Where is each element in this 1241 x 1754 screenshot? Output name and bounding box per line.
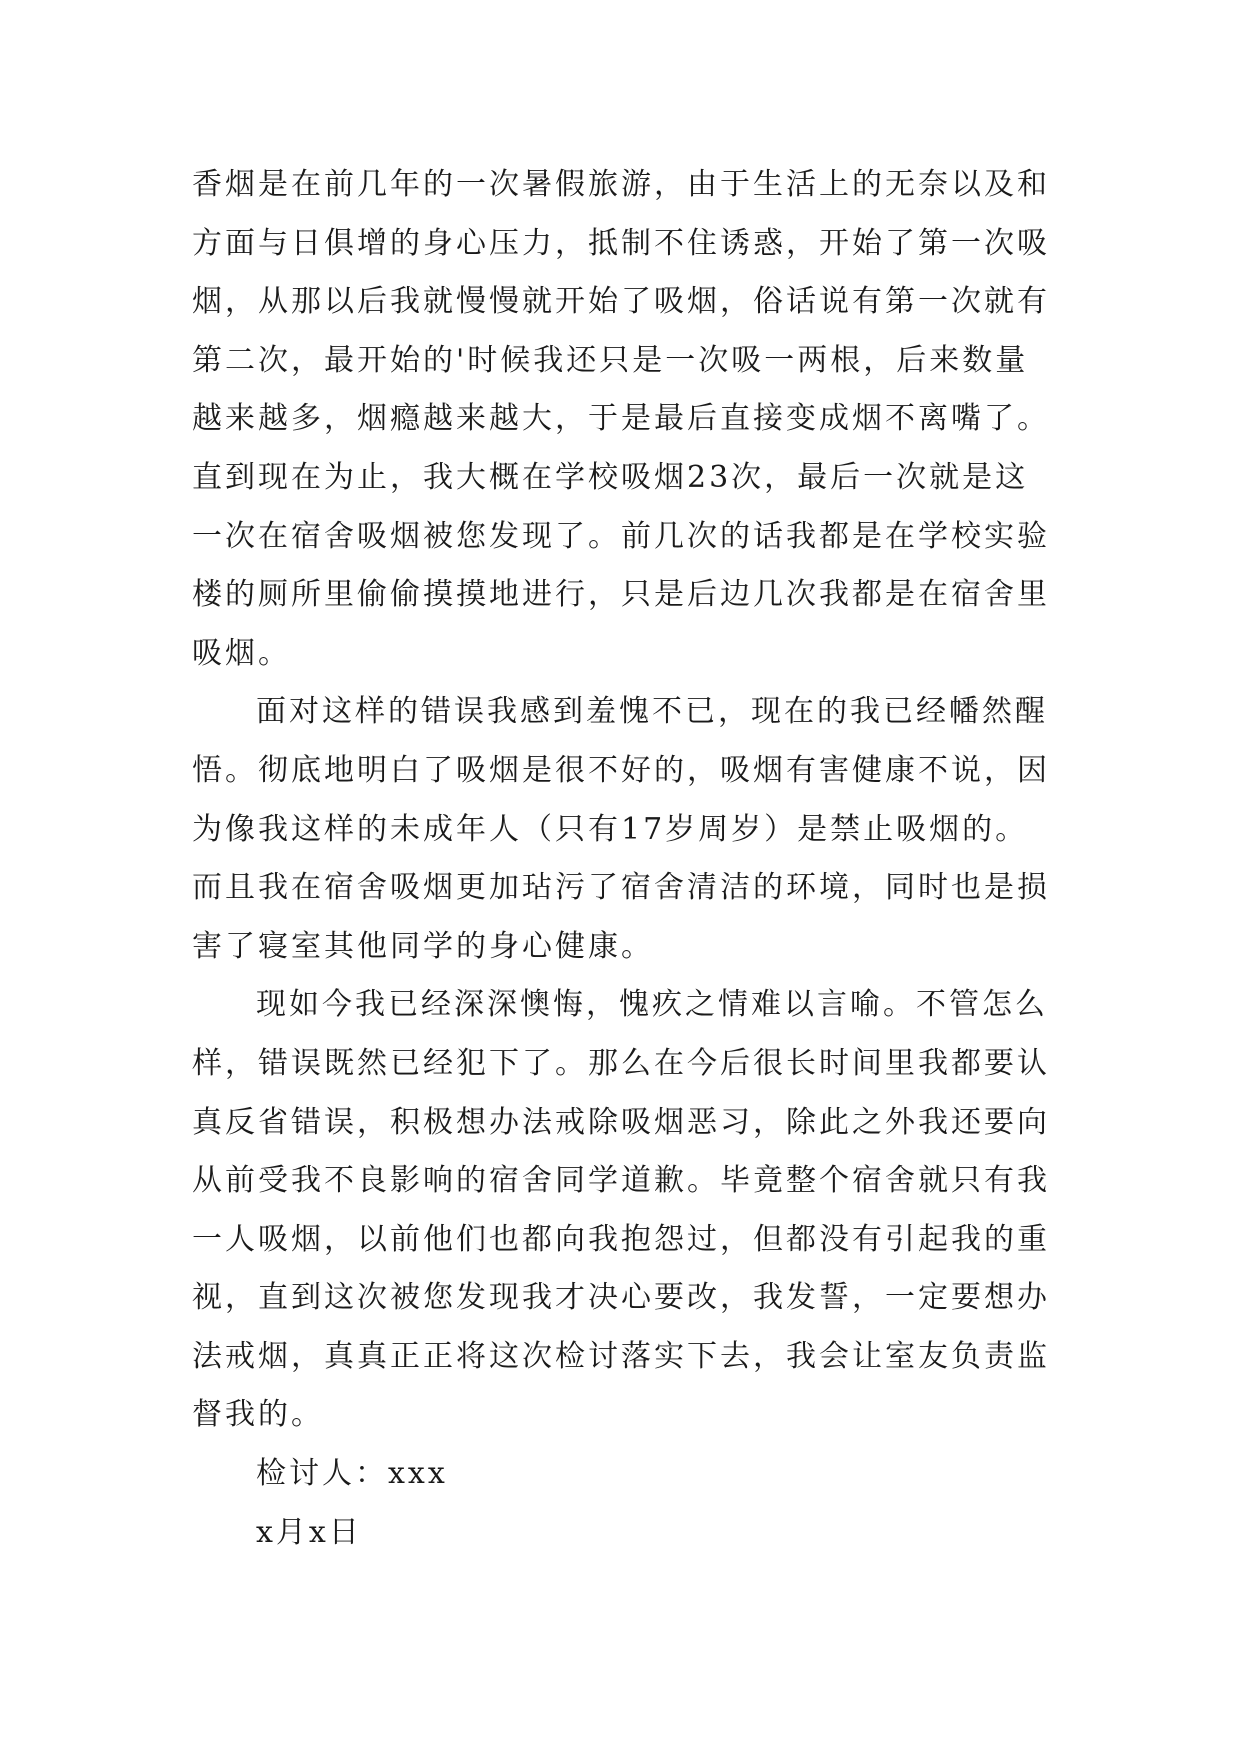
text-line: 香烟是在前几年的一次暑假旅游，由于生活上的无奈以及和	[192, 167, 1050, 202]
text-line: 烟，从那以后我就慢慢就开始了吸烟，俗话说有第一次就有	[192, 284, 1050, 320]
text-line: 法戒烟，真真正正将这次检讨落实下去，我会让室友负责监	[192, 1338, 1050, 1374]
text-line: 越来越多，烟瘾越来越大，于是最后直接变成烟不离嘴了。	[192, 401, 1050, 437]
text-line: 一次在宿舍吸烟被您发现了。前几次的话我都是在学校实验	[192, 518, 1050, 554]
signature-line: 检讨人：xxx	[256, 1456, 448, 1492]
text-line: 吸烟。	[192, 635, 291, 671]
text-line: 从前受我不良影响的宿舍同学道歉。毕竟整个宿舍就只有我	[192, 1163, 1050, 1199]
text-line: 害了寝室其他同学的身心健康。	[192, 928, 654, 964]
text-line: 视，直到这次被您发现我才决心要改，我发誓，一定要想办	[192, 1280, 1050, 1316]
text-line: 一人吸烟，以前他们也都向我抱怨过，但都没有引起我的重	[192, 1221, 1050, 1257]
text-line: 直到现在为止，我大概在学校吸烟23次，最后一次就是这	[192, 459, 1029, 495]
date-line: x月x日	[256, 1514, 362, 1550]
paragraph-start-line: 现如今我已经深深懊悔，愧疚之情难以言喻。不管怎么	[256, 987, 1048, 1023]
text-line: 方面与日俱增的身心压力，抵制不住诱惑，开始了第一次吸	[192, 225, 1050, 261]
text-line: 悟。彻底地明白了吸烟是很不好的，吸烟有害健康不说，因	[192, 752, 1050, 788]
text-line: 楼的厕所里偷偷摸摸地进行，只是后边几次我都是在宿舍里	[192, 577, 1050, 613]
text-line: 第二次，最开始的'时候我还只是一次吸一两根，后来数量	[192, 342, 1029, 378]
text-line: 而且我在宿舍吸烟更加玷污了宿舍清洁的环境，同时也是损	[192, 870, 1050, 906]
text-line: 为像我这样的未成年人（只有17岁周岁）是禁止吸烟的。	[192, 811, 1029, 847]
document-body	[192, 156, 1072, 1562]
text-line: 督我的。	[192, 1397, 324, 1433]
text-line: 真反省错误，积极想办法戒除吸烟恶习，除此之外我还要向	[192, 1104, 1050, 1140]
paragraph-start-line: 面对这样的错误我感到羞愧不已，现在的我已经幡然醒	[256, 694, 1048, 730]
text-line: 样，错误既然已经犯下了。那么在今后很长时间里我都要认	[192, 1045, 1050, 1081]
